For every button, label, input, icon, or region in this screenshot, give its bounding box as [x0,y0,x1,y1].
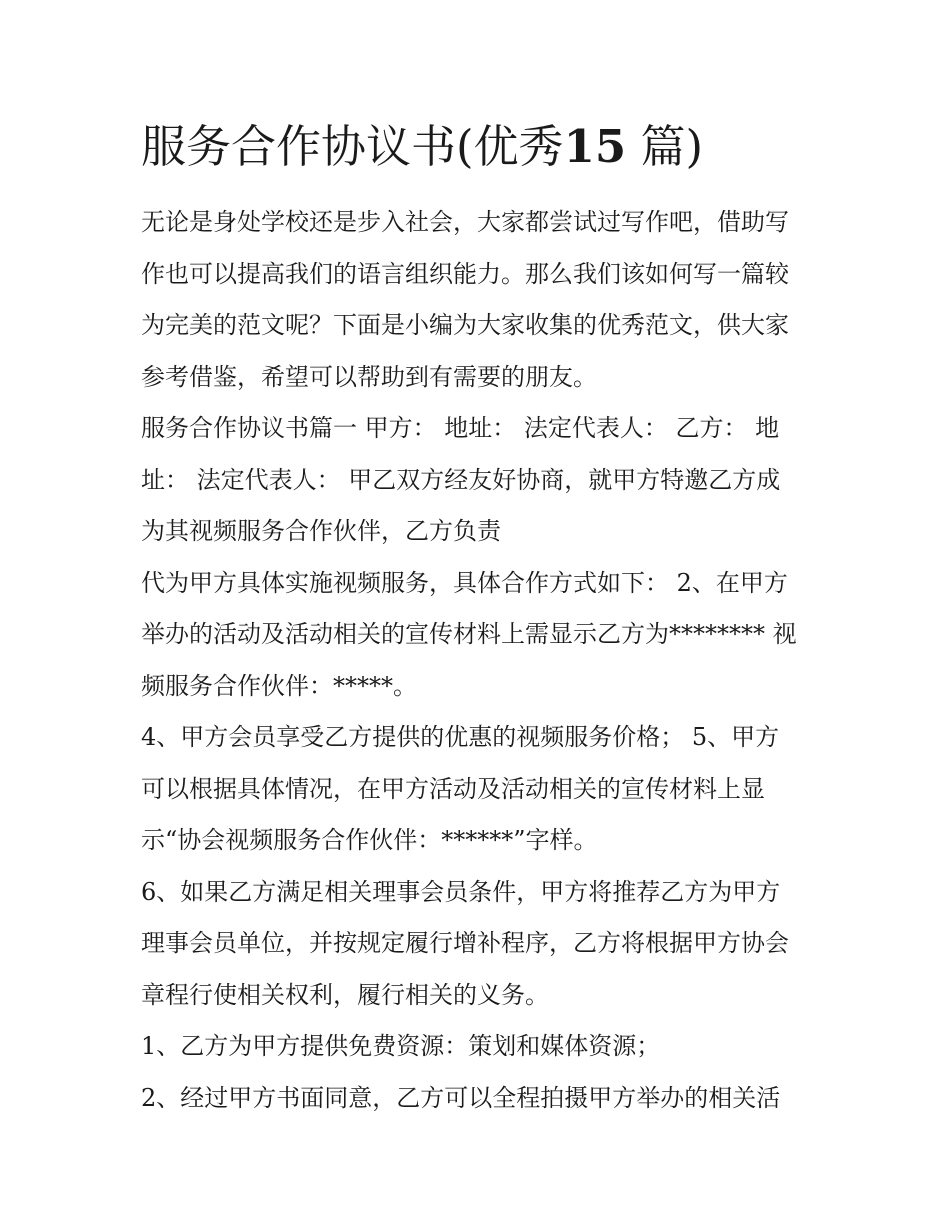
paragraph-cooperation [141,558,821,713]
paragraph-clause-4-5 [141,712,821,867]
paragraph-line: 参考借鉴，希望可以帮助到有需要的朋友。 [141,362,597,391]
paragraph-clause-6 [141,867,821,1022]
paragraph-line: 为完美的范文呢？下面是小编为大家收集的优秀范文，供大家 [141,311,789,339]
paragraph-line: 代为甲方具体实施视频服务，具体合作方式如下： 2、在甲方 [141,568,788,597]
paragraph-line: 4、甲方会员享受乙方提供的优惠的视频服务价格； 5、甲方 [141,723,780,751]
paragraph-line: 示“协会视频服务合作伙伴：******”字样。 [141,826,598,854]
paragraph-parties [141,403,821,558]
paragraph-line: 频服务合作伙伴：*****。 [141,671,417,700]
paragraph-intro [141,197,821,403]
paragraph-line: 举办的活动及活动相关的宣传材料上需显示乙方为******** 视 [141,620,797,648]
paragraph-line: 理事会员单位，并按规定履行增补程序，乙方将根据甲方协会 [141,929,789,957]
document-page [141,112,821,1124]
title-tail: 篇) [640,120,704,173]
title-main: 服务合作协议书(优秀 [141,120,564,173]
document-title [141,112,821,182]
paragraph-line: 作也可以提高我们的语言组织能力。那么我们该如何写一篇较 [141,259,789,288]
paragraph-line: 2、经过甲方书面同意，乙方可以全程拍摄甲方举办的相关活 [141,1083,781,1112]
paragraph-line: 无论是身处学校还是步入社会，大家都尝试过写作吧，借助写 [141,208,789,236]
paragraph-clause-2 [141,1073,821,1125]
paragraph-line: 服务合作协议书篇一 甲方： 地址： 法定代表人： 乙方： 地 [141,414,780,442]
paragraph-line: 为其视频服务合作伙伴，乙方负责 [141,517,501,545]
paragraph-line: 6、如果乙方满足相关理事会员条件，甲方将推荐乙方为甲方 [141,877,781,906]
paragraph-line: 1、乙方为甲方提供免费资源：策划和媒体资源； [141,1032,661,1060]
title-number: 15 [563,120,627,173]
paragraph-line: 章程行使相关权利，履行相关的义务。 [141,980,549,1009]
paragraph-line: 址： 法定代表人： 甲乙双方经友好协商，就甲方特邀乙方成 [141,465,781,494]
paragraph-clause-1 [141,1021,821,1073]
paragraph-line: 可以根据具体情况，在甲方活动及活动相关的宣传材料上显 [141,774,765,803]
